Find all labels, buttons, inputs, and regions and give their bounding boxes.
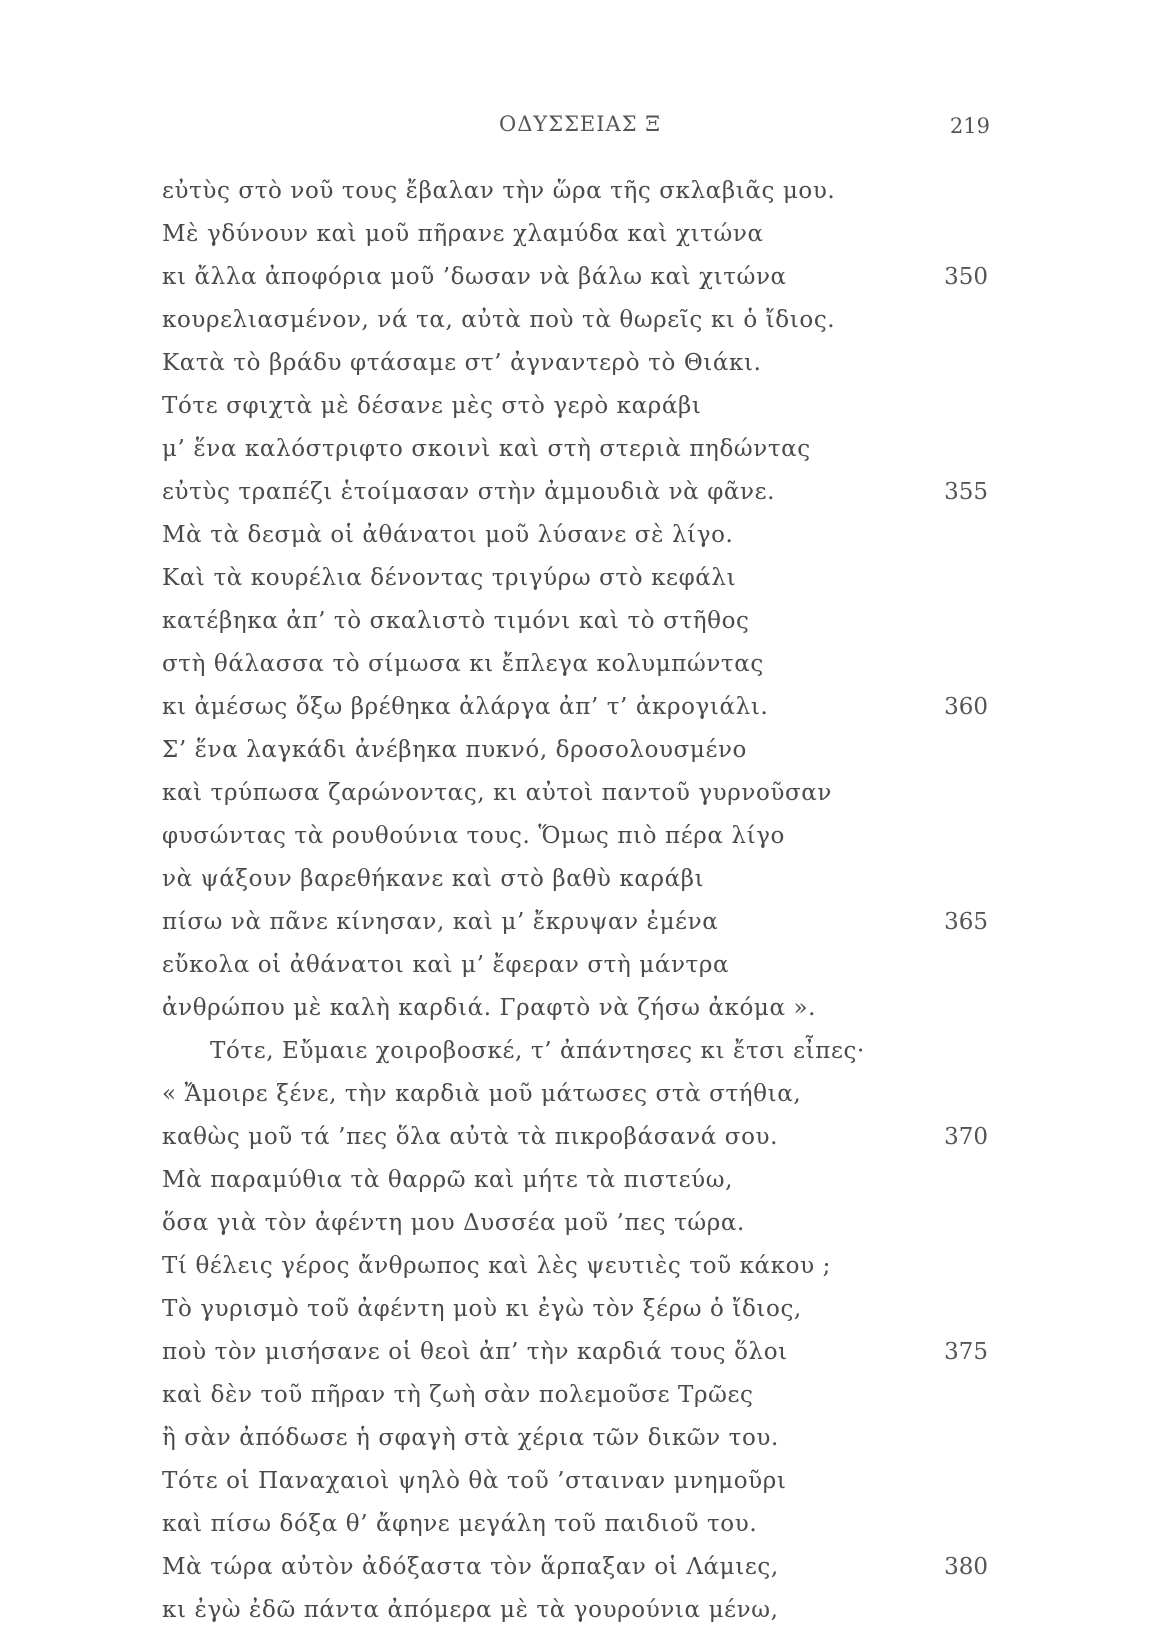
verse-line (0, 385, 1155, 428)
verse-line (0, 987, 1155, 1030)
verse-text: καὶ δὲν τοῦ πῆραν τὴ ζωὴ σὰν πολεμοῦσε Τρῶες (162, 1382, 754, 1408)
verse-text: Σ’ ἕνα λαγκάδι ἀνέβηκα πυκνό, δροσολουσμένο (162, 737, 747, 763)
verse-text: εὐτὺς τραπέζι ἑτοίμασαν στὴν ἀμμουδιὰ νὰ φᾶνε. (162, 479, 776, 505)
verse-line (0, 1116, 1155, 1159)
verse-text: Μὰ παραμύθια τὰ θαρρῶ καὶ μήτε τὰ πιστεύω, (162, 1167, 733, 1193)
verse-line (0, 342, 1155, 385)
verse-text: καθὼς μοῦ τά ’πες ὅλα αὐτὰ τὰ πικροβάσανά σου. (162, 1124, 779, 1150)
line-number: 365 (944, 909, 988, 935)
running-title: ΟΔΥΣΣΕΙΑΣ Ξ (498, 112, 662, 136)
verse-text: κι ἀμέσως ὄξω βρέθηκα ἀλάργα ἀπ’ τ’ ἀκρογιάλι. (162, 694, 769, 720)
verse-line (0, 170, 1155, 213)
verse-line (0, 471, 1155, 514)
verse-line (0, 213, 1155, 256)
verse-line (0, 1202, 1155, 1245)
page-header (0, 112, 1155, 142)
line-number: 370 (944, 1124, 988, 1150)
verse-line (0, 428, 1155, 471)
verse-line (0, 1288, 1155, 1331)
line-number: 355 (944, 479, 988, 505)
verse-text: κι ἄλλα ἀποφόρια μοῦ ’δωσαν νὰ βάλω καὶ χιτώνα (162, 264, 787, 290)
verse-text: ποὺ τὸν μισήσανε οἱ θεοὶ ἀπ’ τὴν καρδιά τους ὅλοι (162, 1339, 788, 1365)
verse-text: πίσω νὰ πᾶνε κίνησαν, καὶ μ’ ἔκρυψαν ἐμένα (162, 909, 719, 935)
verse-text: κι ἐγὼ ἐδῶ πάντα ἀπόμερα μὲ τὰ γουρούνια μένω, (162, 1597, 779, 1623)
line-number: 380 (944, 1554, 988, 1580)
verse-text: Κατὰ τὸ βράδυ φτάσαμε στ’ ἀγναντερὸ τὸ Θιάκι. (162, 350, 762, 376)
verse-text: Καὶ τὰ κουρέλια δένοντας τριγύρω στὸ κεφάλι (162, 565, 737, 591)
verse-line (0, 557, 1155, 600)
verse-line (0, 858, 1155, 901)
verse-text: « Ἄμοιρε ξένε, τὴν καρδιὰ μοῦ μάτωσες στὰ στήθια, (162, 1081, 802, 1107)
verse-line (0, 643, 1155, 686)
verse-text: καὶ τρύπωσα ζαρώνοντας, κι αὐτοὶ παντοῦ γυρνοῦσαν (162, 780, 833, 806)
page-number: 219 (949, 114, 990, 138)
verse-line (0, 815, 1155, 858)
verse-text: Μὰ τὰ δεσμὰ οἱ ἀθάνατοι μοῦ λύσανε σὲ λίγο. (162, 522, 734, 548)
verse-line (0, 686, 1155, 729)
verse-line (0, 1546, 1155, 1589)
line-number: 360 (944, 694, 988, 720)
verse-text: Μὲ γδύνουν καὶ μοῦ πῆρανε χλαμύδα καὶ χιτώνα (162, 221, 764, 247)
verse-text: Τότε σφιχτὰ μὲ δέσανε μὲς στὸ γερὸ καράβι (162, 393, 702, 419)
verse-text: ἢ σὰν ἀπόδωσε ἡ σφαγὴ στὰ χέρια τῶν δικῶν του. (162, 1425, 779, 1451)
verse-text: νὰ ψάξουν βαρεθήκανε καὶ στὸ βαθὺ καράβι (162, 866, 705, 892)
verse-line (0, 1374, 1155, 1417)
verse-list (0, 170, 1155, 1632)
verse-line (0, 1460, 1155, 1503)
verse-line (0, 600, 1155, 643)
verse-line (0, 1503, 1155, 1546)
verse-text: φυσώντας τὰ ρουθούνια τους. Ὅμως πιὸ πέρα λίγο (162, 823, 786, 849)
verse-line (0, 1331, 1155, 1374)
verse-text: καὶ πίσω δόξα θ’ ἄφηνε μεγάλη τοῦ παιδιοῦ του. (162, 1511, 758, 1537)
verse-line (0, 1589, 1155, 1632)
verse-text: ἀνθρώπου μὲ καλὴ καρδιά. Γραφτὸ νὰ ζήσω ἀκόμα ». (162, 995, 817, 1021)
verse-line (0, 944, 1155, 987)
verse-text: εὐτὺς στὸ νοῦ τους ἔβαλαν τὴν ὥρα τῆς σκλαβιᾶς μου. (162, 178, 836, 204)
verse-text: Τί θέλεις γέρος ἄνθρωπος καὶ λὲς ψευτιὲς τοῦ κάκου ; (162, 1253, 831, 1279)
verse-text: εὔκολα οἱ ἀθάνατοι καὶ μ’ ἔφεραν στὴ μάντρα (162, 952, 730, 978)
line-number: 375 (944, 1339, 988, 1365)
verse-text: Τότε, Εὔμαιε χοιροβοσκέ, τ’ ἀπάντησες κι ἔτσι εἶπες· (210, 1038, 865, 1064)
verse-text: Μὰ τώρα αὐτὸν ἀδόξαστα τὸν ἅρπαξαν οἱ Λάμιες, (162, 1554, 779, 1580)
verse-line (0, 256, 1155, 299)
verse-line (0, 1073, 1155, 1116)
verse-line (0, 514, 1155, 557)
verse-text: στὴ θάλασσα τὸ σίμωσα κι ἔπλεγα κολυμπώντας (162, 651, 764, 677)
verse-line (0, 901, 1155, 944)
verse-text: Τὸ γυρισμὸ τοῦ ἀφέντη μοὺ κι ἐγὼ τὸν ξέρω ὁ ἴδιος, (162, 1296, 802, 1322)
line-number: 350 (944, 264, 988, 290)
verse-text: μ’ ἕνα καλόστριφτο σκοινὶ καὶ στὴ στεριὰ πηδώντας (162, 436, 811, 462)
verse-line (0, 1417, 1155, 1460)
verse-line (0, 772, 1155, 815)
verse-line (0, 1030, 1155, 1073)
verse-text: κουρελιασμένον, νά τα, αὐτὰ ποὺ τὰ θωρεῖς κι ὁ ἴδιος. (162, 307, 836, 333)
verse-line (0, 1245, 1155, 1288)
verse-line (0, 1159, 1155, 1202)
verse-text: Τότε οἱ Παναχαιοὶ ψηλὸ θὰ τοῦ ’σταιναν μνημοῦρι (162, 1468, 787, 1494)
verse-text: κατέβηκα ἀπ’ τὸ σκαλιστὸ τιμόνι καὶ τὸ στῆθος (162, 608, 750, 634)
verse-text: ὅσα γιὰ τὸν ἀφέντη μου Δυσσέα μοῦ ’πες τώρα. (162, 1210, 745, 1236)
verse-line (0, 299, 1155, 342)
verse-line (0, 729, 1155, 772)
